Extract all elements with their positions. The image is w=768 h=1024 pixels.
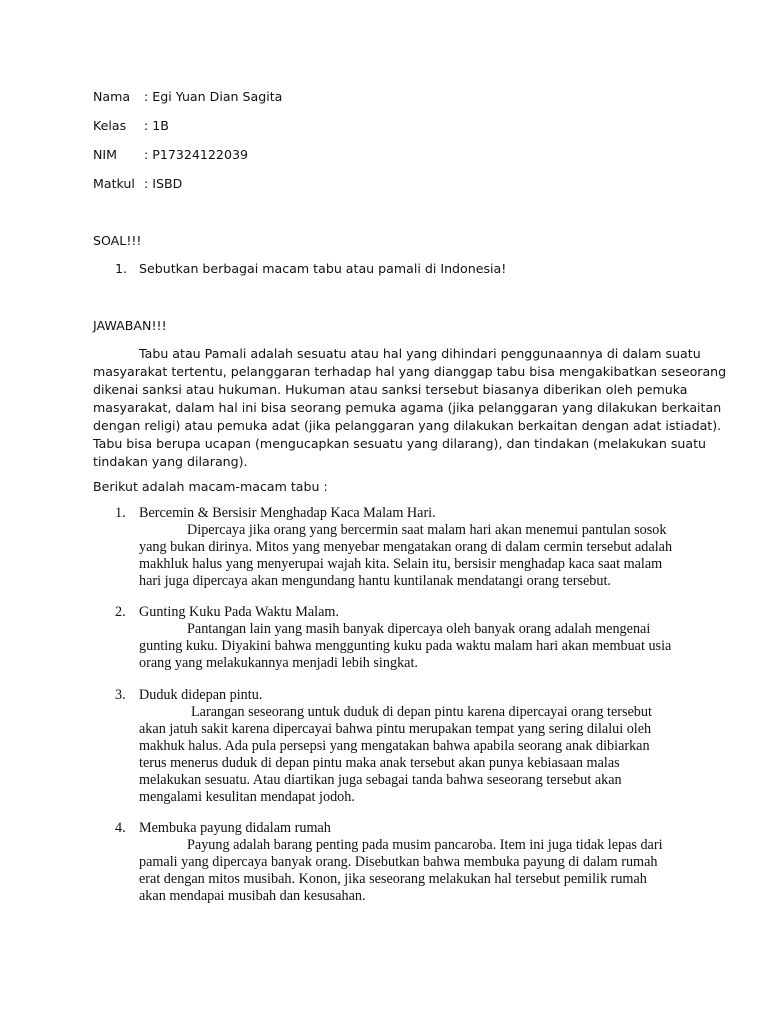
tabu-line: orang yang melakukannya menjadi lebih singkat. (139, 655, 418, 671)
tabu-line: mengalami kesulitan mendapat jodoh. (139, 789, 355, 805)
field-value: : Egi Yuan Dian Sagita (144, 89, 283, 104)
paragraph-line: dikenai sanksi atau hukuman. Hukuman atau sanksi tersebut biasanya diberikan oleh pemuka (93, 382, 688, 397)
field-value: : 1B (144, 118, 169, 133)
tabu-line: akan mendapai musibah dan kesusahan. (139, 888, 366, 904)
tabu-line: Pantangan lain yang masih banyak dipercaya oleh banyak orang adalah mengenai (187, 621, 651, 637)
question-heading: SOAL!!! (93, 233, 142, 248)
field-label: Matkul (93, 176, 135, 191)
tabu-line: makhuk halus. Ada pula persepsi yang mengatakan bahwa apabila seorang anak dibiarkan (139, 738, 650, 754)
question-number: 1. (115, 261, 128, 276)
tabu-line: akan jatuh sakit karena dipercayai bahwa pintu merupakan tempat yang sering dilalui oleh (139, 721, 652, 737)
tabu-line: pamali yang dipercaya banyak orang. Disebutkan bahwa membuka payung di dalam rumah (139, 854, 658, 870)
answer-heading: JAWABAN!!! (93, 318, 167, 333)
tabu-line: Payung adalah barang penting pada musim pancaroba. Item ini juga tidak lepas dari (187, 837, 663, 853)
field-label: Nama (93, 89, 131, 104)
tabu-line: hari juga dipercaya akan mengundang hantu kuntilanak mendatangi orang tersebut. (139, 573, 611, 589)
tabu-title: Membuka payung didalam rumah (139, 820, 331, 836)
tabu-number: 3. (115, 687, 126, 703)
field-value: : ISBD (144, 176, 183, 191)
tabu-title: Bercemin & Bersisir Menghadap Kaca Malam Hari. (139, 505, 436, 521)
tabu-list-heading: Berikut adalah macam-macam tabu : (93, 479, 328, 494)
tabu-line: terus menerus duduk di depan pintu maka anak tersebut akan punya kebiasaan malas (139, 755, 620, 771)
paragraph-line: dengan religi) atau pemuka adat (jika pelanggaran yang dilakukan berkaitan dengan adat istiadat). (93, 418, 722, 433)
tabu-line: Larangan seseorang untuk duduk di depan pintu karena dipercayai orang tersebut (191, 704, 652, 720)
paragraph-line: tindakan yang dilarang). (93, 454, 248, 469)
question-text: Sebutkan berbagai macam tabu atau pamali di Indonesia! (139, 261, 507, 276)
tabu-line: makhluk halus yang menyerupai wajah kita. Selain itu, bersisir menghadap kaca saat malam (139, 556, 663, 572)
tabu-line: erat dengan mitos musibah. Konon, jika seseorang melakukan hal tersebut pemilik rumah (139, 871, 647, 887)
tabu-number: 1. (115, 505, 126, 521)
paragraph-line: Tabu atau Pamali adalah sesuatu atau hal yang dihindari penggunaannya di dalam suatu (139, 346, 701, 361)
field-label: NIM (93, 147, 118, 162)
field-value: : P17324122039 (144, 147, 248, 162)
tabu-line: Dipercaya jika orang yang bercermin saat malam hari akan menemui pantulan sosok (187, 522, 667, 538)
paragraph-line: masyarakat, dalam hal ini bisa seorang pemuka agama (jika pelanggaran yang dilakukan berkaitan (93, 400, 722, 415)
tabu-line: melakukan sesuatu. Atau diartikan juga sebagai tanda bahwa seseorang tersebut akan (139, 772, 622, 788)
paragraph-line: Tabu bisa berupa ucapan (mengucapkan sesuatu yang dilarang), dan tindakan (melakukan suatu (93, 436, 707, 451)
tabu-number: 2. (115, 604, 126, 620)
tabu-line: yang bukan dirinya. Mitos yang menyebar mengatakan orang di dalam cermin tersebut adalah (139, 539, 673, 555)
tabu-number: 4. (115, 820, 126, 836)
tabu-line: gunting kuku. Diyakini bahwa menggunting kuku pada waktu malam hari akan membuat usia (139, 638, 672, 654)
field-label: Kelas (93, 118, 127, 133)
tabu-title: Duduk didepan pintu. (139, 687, 263, 703)
paragraph-line: masyarakat tertentu, pelanggaran terhadap hal yang dianggap tabu bisa mengakibatkan seseorang (93, 364, 727, 379)
tabu-title: Gunting Kuku Pada Waktu Malam. (139, 604, 339, 620)
